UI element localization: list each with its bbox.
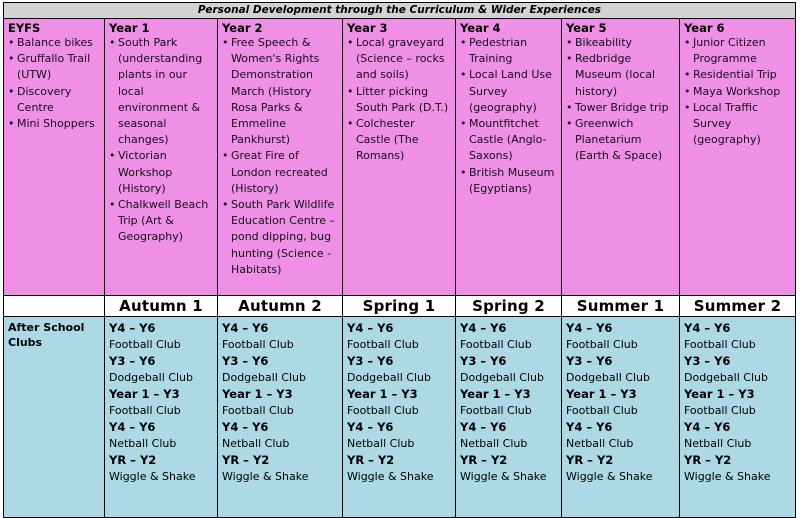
club-year-group: YR – Y2 — [109, 453, 157, 467]
experience-item: • South Park (understanding plants in our local environment & seasonal changes) — [109, 35, 214, 148]
club-activity: Football Club — [347, 337, 419, 351]
club-year-group: Y4 – Y6 — [684, 321, 731, 335]
club-year-group: Year 1 – Y3 — [347, 387, 418, 401]
after-school-label-cell — [4, 317, 105, 518]
club-activity: Wiggle & Shake — [566, 469, 653, 483]
club-activity: Wiggle & Shake — [460, 469, 547, 483]
year-cell-year-6 — [680, 19, 796, 296]
experience-item: • Local Traffic Survey (geography) — [684, 100, 792, 149]
club-year-group: Year 1 – Y3 — [109, 387, 180, 401]
term-summer-2: Summer 2 — [680, 296, 796, 317]
club-activity: Football Club — [109, 403, 181, 417]
year-cell-year-3 — [343, 19, 456, 296]
club-activity: Dodgeball Club — [566, 370, 650, 384]
club-activity: Netball Club — [109, 436, 177, 450]
experience-item: • British Museum (Egyptians) — [460, 165, 558, 197]
year-heading: Year 4 — [460, 21, 501, 35]
club-year-group: Year 1 – Y3 — [566, 387, 637, 401]
year-heading: Year 1 — [109, 21, 150, 35]
club-activity: Football Club — [347, 403, 419, 417]
year-heading: Year 5 — [566, 21, 607, 35]
club-activity: Football Club — [566, 337, 638, 351]
year-cell-year-5 — [562, 19, 680, 296]
club-year-group: Y4 – Y6 — [347, 321, 394, 335]
clubs-cell-spring-2 — [456, 317, 562, 518]
experience-item: • Local Land Use Survey (geography) — [460, 67, 558, 116]
experience-item: • Mini Shoppers — [8, 116, 101, 132]
term-spring-2: Spring 2 — [456, 296, 562, 317]
term-autumn-1: Autumn 1 — [105, 296, 218, 317]
year-cell-year-2 — [218, 19, 343, 296]
club-year-group: Year 1 – Y3 — [222, 387, 293, 401]
experience-item: • Pedestrian Training — [460, 35, 558, 67]
club-activity: Football Club — [222, 337, 294, 351]
club-year-group: Y4 – Y6 — [347, 420, 394, 434]
club-year-group: Y4 – Y6 — [109, 420, 156, 434]
club-year-group: Y4 – Y6 — [460, 321, 507, 335]
clubs-cell-summer-1 — [562, 317, 680, 518]
term-row — [4, 296, 796, 317]
year-cell-eyfs — [4, 19, 105, 296]
experience-list — [684, 35, 792, 148]
experience-item: • Bikeability — [566, 35, 676, 51]
experience-item: • Greenwich Planetarium (Earth & Space) — [566, 116, 676, 165]
experience-item: • Gruffallo Trail (UTW) — [8, 51, 101, 83]
club-activity: Wiggle & Shake — [684, 469, 771, 483]
club-activity: Netball Club — [347, 436, 415, 450]
club-activity: Dodgeball Club — [109, 370, 193, 384]
club-year-group: YR – Y2 — [460, 453, 508, 467]
year-heading: Year 3 — [347, 21, 388, 35]
club-year-group: Y4 – Y6 — [684, 420, 731, 434]
experience-item: • Mountfitchet Castle (Anglo-Saxons) — [460, 116, 558, 165]
experience-list — [109, 35, 214, 246]
curriculum-table — [3, 2, 796, 518]
experience-item: • Chalkwell Beach Trip (Art & Geography) — [109, 197, 214, 246]
experience-item: • South Park Wildlife Education Centre – pond dipping, bug hunting (Science - Habitats) — [222, 197, 339, 278]
club-year-group: YR – Y2 — [347, 453, 395, 467]
club-year-group: Year 1 – Y3 — [460, 387, 531, 401]
term-header-spacer — [4, 296, 105, 317]
club-activity: Wiggle & Shake — [109, 469, 196, 483]
club-year-group: Y3 – Y6 — [460, 354, 507, 368]
club-year-group: Y3 – Y6 — [222, 354, 269, 368]
club-activity: Football Club — [460, 403, 532, 417]
club-year-group: Y4 – Y6 — [460, 420, 507, 434]
experience-list — [460, 35, 558, 197]
year-heading: Year 6 — [684, 21, 725, 35]
term-autumn-2: Autumn 2 — [218, 296, 343, 317]
club-activity: Football Club — [460, 337, 532, 351]
club-year-group: YR – Y2 — [684, 453, 732, 467]
club-year-group: YR – Y2 — [566, 453, 614, 467]
experience-item: • Residential Trip — [684, 67, 792, 83]
experience-item: • Junior Citizen Programme — [684, 35, 792, 67]
club-activity: Football Club — [222, 403, 294, 417]
club-year-group: Y3 – Y6 — [109, 354, 156, 368]
year-cell-year-4 — [456, 19, 562, 296]
club-activity: Dodgeball Club — [347, 370, 431, 384]
experience-item: • Discovery Centre — [8, 84, 101, 116]
clubs-cell-autumn-1 — [105, 317, 218, 518]
experience-item: • Tower Bridge trip — [566, 100, 676, 116]
club-year-group: Y3 – Y6 — [347, 354, 394, 368]
term-spring-1: Spring 1 — [343, 296, 456, 317]
experience-list — [8, 35, 101, 132]
year-heading: EYFS — [8, 21, 41, 35]
year-row — [4, 19, 796, 296]
clubs-cell-autumn-2 — [218, 317, 343, 518]
experience-item: • Colchester Castle (The Romans) — [347, 116, 452, 165]
club-activity: Netball Club — [684, 436, 752, 450]
club-activity: Dodgeball Club — [460, 370, 544, 384]
club-year-group: Y3 – Y6 — [684, 354, 731, 368]
club-activity: Netball Club — [460, 436, 528, 450]
club-activity: Wiggle & Shake — [347, 469, 434, 483]
club-year-group: Y4 – Y6 — [566, 420, 613, 434]
term-summer-1: Summer 1 — [562, 296, 680, 317]
experience-list — [566, 35, 676, 165]
experience-item: • Maya Workshop — [684, 84, 792, 100]
experience-item: • Free Speech & Women's Rights Demonstration March (History Rosa Parks & Emmeline Pankhurst) — [222, 35, 339, 148]
after-school-label: After School Clubs — [8, 321, 85, 349]
club-activity: Netball Club — [566, 436, 634, 450]
club-activity: Football Club — [566, 403, 638, 417]
clubs-cell-spring-1 — [343, 317, 456, 518]
club-year-group: Y4 – Y6 — [566, 321, 613, 335]
club-activity: Football Club — [684, 337, 756, 351]
club-year-group: Y4 – Y6 — [222, 321, 269, 335]
club-year-group: YR – Y2 — [222, 453, 270, 467]
club-activity: Wiggle & Shake — [222, 469, 309, 483]
clubs-cell-summer-2 — [680, 317, 796, 518]
experience-list — [222, 35, 339, 278]
table-title: Personal Development through the Curriculum & Wider Experiences — [4, 3, 796, 19]
experience-item: • Local graveyard (Science – rocks and soils) — [347, 35, 452, 84]
club-activity: Football Club — [684, 403, 756, 417]
club-year-group: Year 1 – Y3 — [684, 387, 755, 401]
experience-item: • Great Fire of London recreated (History) — [222, 148, 339, 197]
club-activity: Football Club — [109, 337, 181, 351]
club-activity: Netball Club — [222, 436, 290, 450]
experience-item: • Redbridge Museum (local history) — [566, 51, 676, 100]
club-year-group: Y4 – Y6 — [222, 420, 269, 434]
club-activity: Dodgeball Club — [684, 370, 768, 384]
club-row — [4, 317, 796, 518]
club-year-group: Y3 – Y6 — [566, 354, 613, 368]
experience-item: • Litter picking South Park (D.T.) — [347, 84, 452, 116]
experience-item: • Victorian Workshop (History) — [109, 148, 214, 197]
club-activity: Dodgeball Club — [222, 370, 306, 384]
year-cell-year-1 — [105, 19, 218, 296]
experience-list — [347, 35, 452, 165]
club-year-group: Y4 – Y6 — [109, 321, 156, 335]
experience-item: • Balance bikes — [8, 35, 101, 51]
year-heading: Year 2 — [222, 21, 263, 35]
